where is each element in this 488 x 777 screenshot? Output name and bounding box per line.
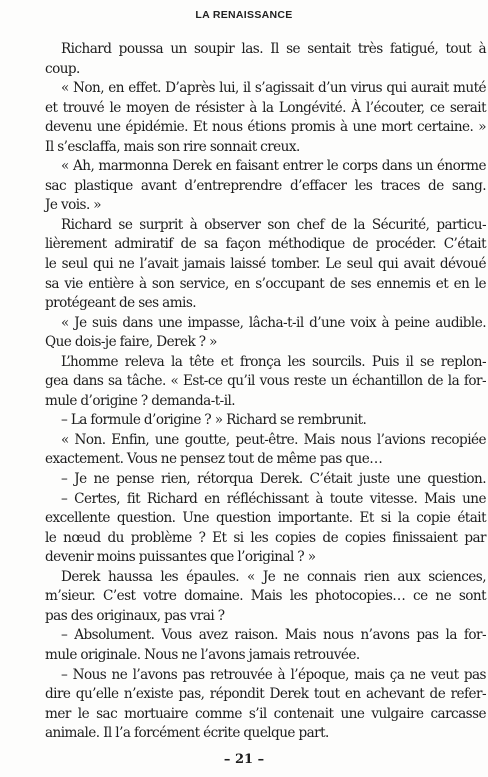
text-line: protégeant de ses amis. [45, 295, 197, 312]
text-line: mule d’origine ? demanda-t-il. [45, 392, 236, 409]
text-line: le seul qui ne l’avait jamais laissé tomber. Le seul qui avait dévoué [45, 256, 486, 273]
text-line: m’sieur. C’est votre domaine. Mais les photocopies… ce ne sont [45, 588, 486, 605]
text-line: « Je suis dans une impasse, lâcha-t-il d’une voix à peine audible. [61, 314, 486, 331]
page-number: – 21 – [223, 752, 265, 767]
text-line: pas des originaux, pas vrai ? [45, 607, 225, 624]
text-line: excellente question. Une question importante. Et si la copie était [45, 510, 486, 527]
text-line: animale. Il l’a forcément écrite quelque part. [45, 725, 329, 742]
text-line: – Nous ne l’avons pas retrouvée à l’époque, mais ça ne veut pas [61, 666, 486, 683]
text-line: « Non. Enfin, une goutte, peut-être. Mais nous l’avions recopiée [61, 431, 486, 448]
text-line: devenu une épidémie. Et nous étions promis à une mort certaine. » [45, 119, 486, 136]
text-line: – Certes, fit Richard en réfléchissant à toute vitesse. Mais une [61, 490, 486, 507]
text-line: Je vois. » [45, 197, 102, 214]
text-line: – La formule d’origine ? » Richard se rembrunit. [61, 412, 367, 429]
text-line: « Non, en effet. D’après lui, il s’agissait d’un virus qui aurait muté [61, 80, 486, 97]
text-line: dire qu’elle n’existe pas, répondit Derek tout en achevant de refer- [45, 686, 486, 703]
text-line: lièrement admiratif de sa façon méthodique de procéder. C’était [45, 236, 486, 253]
text-line: sa vie entière à son service, en s’occupant de ses ennemis et en le [45, 275, 486, 292]
text-line: exactement. Vous ne pensez tout de même pas que… [45, 451, 383, 468]
text-line: le nœud du problème ? Et si les copies de copies finissaient par [45, 529, 486, 546]
text-line: coup. [45, 60, 80, 77]
text-line: Il s’esclaffa, mais son rire sonnait creux. [45, 138, 300, 155]
text-line: mer le sac mortuaire comme s’il contenait une vulgaire carcasse [45, 705, 486, 722]
text-line: gea dans sa tâche. « Est-ce qu’il vous reste un échantillon de la for- [45, 373, 486, 390]
text-line: – Je ne pense rien, rétorqua Derek. C’était juste une question. [61, 471, 486, 488]
text-line: et trouvé le moyen de résister à la Longévité. À l’écouter, ce serait [45, 99, 486, 116]
text-line: devenir moins puissantes que l’original ? » [45, 549, 316, 566]
text-line: Richard se surprit à observer son chef de la Sécurité, particu- [61, 216, 486, 233]
body-text [45, 40, 486, 744]
text-line: mule originale. Nous ne l’avons jamais retrouvée. [45, 646, 360, 663]
text-line: Derek haussa les épaules. « Je ne connais rien aux sciences, [61, 568, 486, 585]
text-line: L’homme releva la tête et fronça les sourcils. Puis il se replon- [61, 353, 486, 370]
running-header: LA RENAISSANCE [195, 9, 293, 21]
text-line: « Ah, marmonna Derek en faisant entrer le corps dans un énorme [61, 158, 486, 175]
text-line: Richard poussa un soupir las. Il se sentait très fatigué, tout à [61, 41, 486, 57]
text-line: sac plastique avant d’entreprendre d’effacer les traces de sang. [45, 177, 486, 194]
text-line: Que dois-je faire, Derek ? » [45, 334, 217, 351]
text-line: – Absolument. Vous avez raison. Mais nous n’avons pas la for- [61, 627, 486, 644]
